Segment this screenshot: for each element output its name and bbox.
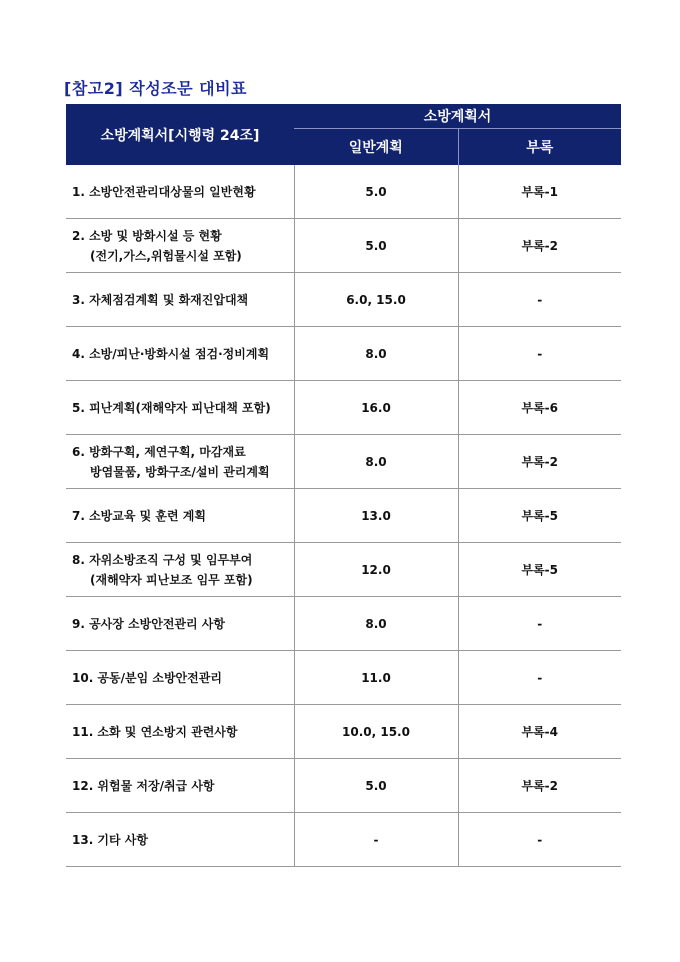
table-row bbox=[66, 705, 621, 759]
general-plan-cell: 10.0, 15.0 bbox=[294, 705, 458, 759]
general-plan-cell: 11.0 bbox=[294, 651, 458, 705]
plan-item-cell bbox=[66, 705, 294, 759]
table-row bbox=[66, 813, 621, 867]
header-plan-items: 소방계획서[시행령 24조] bbox=[66, 104, 294, 165]
plan-item-cell bbox=[66, 651, 294, 705]
table-row bbox=[66, 759, 621, 813]
plan-item-label: 7. 소방교육 및 훈련 계획 bbox=[72, 508, 206, 523]
general-plan-cell: 5.0 bbox=[294, 165, 458, 219]
table-row bbox=[66, 651, 621, 705]
plan-item-label: 12. 위험물 저장/취급 사항 bbox=[72, 778, 215, 793]
plan-item-cell bbox=[66, 435, 294, 489]
document-title: [참고2] 작성조문 대비표 bbox=[64, 79, 248, 98]
plan-item-cell bbox=[66, 219, 294, 273]
table-row bbox=[66, 273, 621, 327]
table-row bbox=[66, 219, 621, 273]
appendix-cell: 부록-2 bbox=[458, 435, 621, 489]
plan-item-cell bbox=[66, 273, 294, 327]
appendix-cell: - bbox=[458, 813, 621, 867]
plan-item-cell bbox=[66, 759, 294, 813]
plan-item-sublabel: 방염물품, 방화구조/설비 관리계획 bbox=[90, 464, 270, 479]
plan-item-label: 4. 소방/피난·방화시설 점검·정비계획 bbox=[72, 346, 270, 361]
plan-item-label: 13. 기타 사항 bbox=[72, 832, 148, 847]
plan-item-cell bbox=[66, 327, 294, 381]
general-plan-cell: 5.0 bbox=[294, 219, 458, 273]
general-plan-cell: - bbox=[294, 813, 458, 867]
plan-item-sublabel: (재해약자 피난보조 임무 포함) bbox=[90, 572, 253, 587]
plan-item-cell bbox=[66, 489, 294, 543]
appendix-cell: 부록-6 bbox=[458, 381, 621, 435]
plan-item-cell bbox=[66, 543, 294, 597]
table-row bbox=[66, 435, 621, 489]
general-plan-cell: 16.0 bbox=[294, 381, 458, 435]
table-body bbox=[66, 165, 621, 867]
plan-item-label: 9. 공사장 소방안전관리 사항 bbox=[72, 616, 225, 631]
appendix-cell: 부록-5 bbox=[458, 489, 621, 543]
appendix-cell: 부록-1 bbox=[458, 165, 621, 219]
general-plan-cell: 8.0 bbox=[294, 435, 458, 489]
plan-item-cell bbox=[66, 813, 294, 867]
table-row bbox=[66, 489, 621, 543]
appendix-cell: - bbox=[458, 651, 621, 705]
table-row bbox=[66, 381, 621, 435]
plan-item-label: 3. 자체점검계획 및 화재진압대책 bbox=[72, 292, 249, 307]
table-row bbox=[66, 327, 621, 381]
header-appendix: 부록 bbox=[458, 129, 621, 166]
plan-item-label: 10. 공동/분임 소방안전관리 bbox=[72, 670, 222, 685]
general-plan-cell: 12.0 bbox=[294, 543, 458, 597]
plan-item-label: 8. 자위소방조직 구성 및 임무부여 bbox=[72, 552, 253, 567]
appendix-cell: 부록-5 bbox=[458, 543, 621, 597]
table-row bbox=[66, 543, 621, 597]
general-plan-cell: 13.0 bbox=[294, 489, 458, 543]
appendix-cell: 부록-4 bbox=[458, 705, 621, 759]
appendix-cell: - bbox=[458, 273, 621, 327]
header-general-plan: 일반계획 bbox=[294, 129, 458, 166]
general-plan-cell: 8.0 bbox=[294, 597, 458, 651]
plan-item-cell bbox=[66, 165, 294, 219]
plan-item-label: 5. 피난계획(재해약자 피난대책 포함) bbox=[72, 400, 271, 415]
table-row bbox=[66, 165, 621, 219]
plan-item-label: 6. 방화구획, 제연구획, 마감재료 bbox=[72, 444, 246, 459]
plan-item-label: 1. 소방안전관리대상물의 일반현황 bbox=[72, 184, 256, 199]
plan-item-cell bbox=[66, 597, 294, 651]
table-row bbox=[66, 597, 621, 651]
appendix-cell: 부록-2 bbox=[458, 219, 621, 273]
general-plan-cell: 6.0, 15.0 bbox=[294, 273, 458, 327]
appendix-cell: - bbox=[458, 327, 621, 381]
plan-item-sublabel: (전기,가스,위험물시설 포함) bbox=[90, 248, 242, 263]
header-fire-plan-group: 소방계획서 bbox=[294, 104, 621, 129]
appendix-cell: 부록-2 bbox=[458, 759, 621, 813]
comparison-table bbox=[66, 104, 621, 867]
plan-item-label: 11. 소화 및 연소방지 관련사항 bbox=[72, 724, 238, 739]
appendix-cell: - bbox=[458, 597, 621, 651]
general-plan-cell: 5.0 bbox=[294, 759, 458, 813]
general-plan-cell: 8.0 bbox=[294, 327, 458, 381]
plan-item-cell bbox=[66, 381, 294, 435]
plan-item-label: 2. 소방 및 방화시설 등 현황 bbox=[72, 228, 222, 243]
